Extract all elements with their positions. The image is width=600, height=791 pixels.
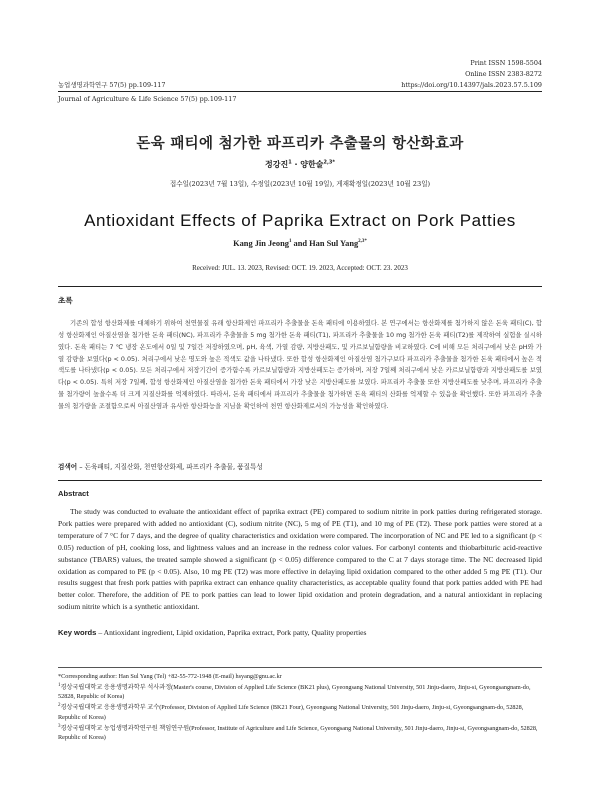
abstract-en-heading: Abstract <box>58 489 89 498</box>
authors-korean <box>0 159 600 170</box>
abstract-kr-top-rule <box>58 286 542 287</box>
doi-link[interactable]: https://doi.org/10.14397/jals.2023.57.5.109 <box>401 81 542 89</box>
abstract-kr-heading: 초록 <box>58 296 73 305</box>
issn-online: Online ISSN 2383-8272 <box>465 70 542 78</box>
keywords-en-label: Key words <box>58 628 97 637</box>
footnote-mark-3: 3 <box>58 723 61 729</box>
author-kr-2-affil: 2,3* <box>323 159 335 166</box>
header-rule <box>58 91 542 92</box>
keywords-kr-list: 돈육패티, 지질산화, 천연항산화제, 파프리카 추출물, 품질특성 <box>84 463 263 471</box>
footnote-text-1: 경상국립대학교 응용생명과학부 석사과정(Master's course, Division of Applied Life Science (BK21 plus), Gyeongsang National University, 501 Jinju-daero, Jinju-si, Gyeongsangnam-do, 52828, Republic of Korea) <box>58 683 531 701</box>
author-kr-1: 정강진 <box>265 160 289 169</box>
footnote-mark-2: 2 <box>58 703 61 709</box>
footnote-divider <box>58 667 542 668</box>
author-kr-1-affil: 1 <box>288 159 292 166</box>
footnote-affiliation-3 <box>58 724 542 743</box>
authors-english <box>0 239 600 248</box>
footnotes <box>58 672 542 744</box>
author-en-2: Han Sul Yang <box>309 239 359 248</box>
footnote-mark-1: 1 <box>58 682 61 688</box>
abstract-kr-body: 기존의 합성 항산화제를 대체하기 위하여 천연물질 유래 항산화제인 파프리카 추출물을 돈육 패티에 이용하였다. 본 연구에서는 항산화제를 첨가하지 않은 돈육 패티(C), 합성 항산화제인 아질산염을 첨가한 돈육 패티(NC), 파프리카 추출물을 5 mg 첨가한 돈육 패티(T1), 파프리카 추출물을 10 mg 첨가한 돈육 패티(T2)를 제작하여 실험을 실시하였다. 돈육 패티는 7 ℃ 냉장 온도에서 0일 및 7일간 저장하였으며, pH, 육색, 가열 감량, 지방산패도, 및 카르보닐함량을 비교하였다. C에 비해 모든 처리구에서 낮은 pH와 가열 감량을 보였다(p < 0.05). 처리구에서 낮은 명도와 높은 적색도 값을 나타냈다. 또한 합성 항산화제인 아질산염 첨가구보다 파프리카 추출물을 첨가한 돈육 패티에서 높은 적색도를 나타냈다(p < 0.05). 모든 처리구에서 저장기간이 증가함수록 카르보닐함량과 지방산패도는 증가하며, 저장 7일째 처리구에서 낮은 카르보닐함량과 지방산패도를 보였다(p < 0.05). 특히 저장 7일째, 합성 항산화제인 아질산염을 첨가한 돈육 패티에서 가장 낮은 지방산패도를 보였다. 파프리카 추출물 또한 지방산패도를 낮추며, 파프리카 추출물 첨가량이 높을수록 더 크게 지질산화를 억제하였다. 따라서, 돈육 패티에서 파프리카 추출물을 첨가하면 돈육 패티의 산화를 억제할 수 있음을 확인했다. 또한 파프리카 추출물의 첨가량을 조절함으로써 아질산염과 유사한 항산화능을 지님을 확인하여 천연 항산화제로서의 가능성을 확인하였다. <box>58 320 542 410</box>
footnote-text-3: 경상국립대학교 농업생명과학연구원 책임연구원(Professor, Institute of Agriculture and Life Science, Gyeongsang National University, 501 Jinju-daero, Jinju-si, Gyeongsangnam-do, 52828, Republic of Korea) <box>58 724 538 742</box>
dates-korean: 접수일(2023년 7월 13일), 수정일(2023년 10월 19일), 게재확정일(2023년 10월 23일) <box>169 180 431 188</box>
footnote-affiliation-1 <box>58 683 542 702</box>
journal-citation-kr: 농업생명과학연구 57(5) pp.109-117 <box>58 81 166 89</box>
title-korean: 돈육 패티에 첨가한 파프리카 추출물의 항산화효과 <box>136 136 464 152</box>
dates-english: Received: JUL. 13. 2023, Revised: OCT. 19. 2023, Accepted: OCT. 23. 2023 <box>192 264 408 272</box>
keywords-en <box>58 628 367 637</box>
footnote-affiliation-2 <box>58 703 542 722</box>
author-en-1-affil: 1 <box>288 239 292 245</box>
author-en-2-affil: 2,3* <box>358 239 367 245</box>
author-kr-2: 양한술 <box>300 160 324 169</box>
author-en-1: Kang Jin Jeong <box>233 239 289 248</box>
keywords-kr-dash: – <box>79 463 85 471</box>
keywords-en-list: Antioxidant ingredient, Lipid oxidation, Paprika extract, Pork patty, Quality properties <box>103 628 367 637</box>
title-english: Antioxidant Effects of Paprika Extract on Pork Patties <box>84 211 516 230</box>
author-en-and: and <box>291 239 310 248</box>
keywords-en-dash: – <box>98 628 104 637</box>
author-separator: · <box>291 160 301 169</box>
footnote-text-2: 경상국립대학교 응용생명과학부 교수(Professor, Division of Applied Life Science (BK21 Four), Gyeongsang National University, 501 Jinju-daero, Jinju-si, Gyeongsangnam-do, 52828, Republic of Korea) <box>58 704 524 721</box>
issn-print: Print ISSN 1598-5504 <box>470 59 542 67</box>
abstract-en-body: The study was conducted to evaluate the antioxidant effect of paprika extract (PE) compared to sodium nitrite in pork patties during refrigerated storage. Pork patties were prepared with added no antioxidant (C), sodium nitrite (NC), 5 mg of PE (T1), and 10 mg of PE (T2). These pork patties were stored at a temperature of 7 °C for 7 days, and the degree of quality characteristics and oxidation were compared. The incorporation of NC and PE led to a significant (p < 0.05) reduction of pH, cooking loss, and lightness values and an increase in the redness color values. For carbonyl contents and thiobarbituric acid-reactive substance (TBARS) values, the treated sample showed a significant (p < 0.05) difference compared to the C at 7 days storage time. The NC decreased lipid oxidation as compared to PE (p < 0.05). Also, 10 mg PE (T2) was more effective in delaying lipid oxidation compared to the other added 5 mg PE (T1). Our results suggest that fresh pork patties with paprika extract can enhance quality characteristics, as acceptable quality found that pork patties added with PE had better color. Therefore, the addition of PE to pork patties can lead to lower lipid oxidation and protein degradation, and a natural antioxidant in replacing sodium nitrite which is a synthetic antioxidant. <box>58 507 542 612</box>
journal-citation-en: Journal of Agriculture & Life Science 57(5) pp.109-117 <box>58 95 237 103</box>
footnote-corresponding: *Corresponding author: Han Sul Yang (Tel) +82-55-772-1948 (E-mail) hsyang@gnu.ac.kr <box>58 673 282 680</box>
keywords-kr <box>58 461 263 471</box>
abstract-kr-bottom-rule <box>58 480 542 481</box>
keywords-kr-label: 검색어 <box>58 463 78 471</box>
